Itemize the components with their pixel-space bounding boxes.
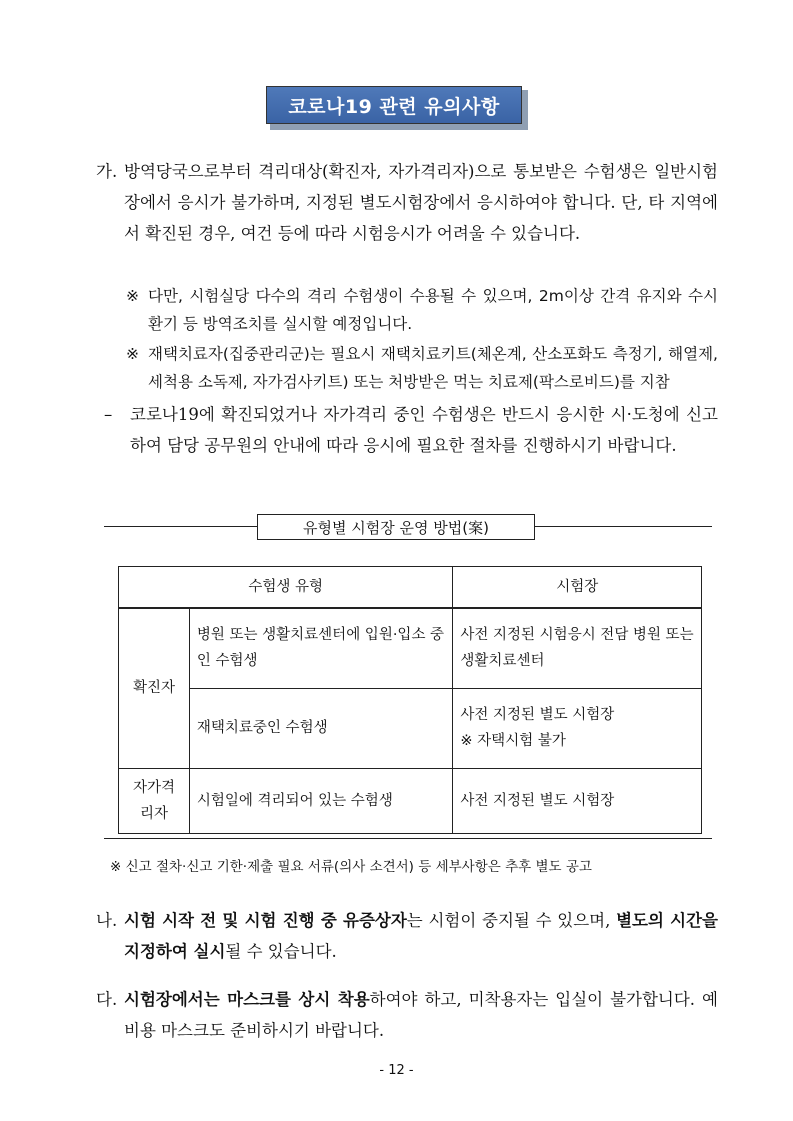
note-home-treatment xyxy=(126,340,718,396)
item-da xyxy=(96,984,718,1048)
table-bottom-rule xyxy=(104,838,712,839)
note-home-treatment-text: 재택치료자(집중관리군)는 필요시 재택치료키트(체온계, 산소포화도 측정기, 해열제, 세척용 소독제, 자가검사키트) 또는 처방받은 먹는 치료제(팍스로비드)를 지참 xyxy=(148,345,718,391)
table-header-row xyxy=(119,567,702,609)
item-ga-label: 가. xyxy=(96,162,118,181)
header-type: 수험생 유형 xyxy=(119,567,453,609)
page-number: - 12 - xyxy=(379,1063,414,1078)
header-site: 시험장 xyxy=(453,567,702,609)
item-na-text xyxy=(124,905,718,967)
title-banner xyxy=(266,86,526,128)
item-da-label: 다. xyxy=(96,990,118,1009)
footnote: ※ 신고 절차·신고 기한·제출 필요 서류(의사 소견서) 등 세부사항은 추후 별도 공고 xyxy=(110,859,592,875)
item-na-label: 나. xyxy=(96,911,118,930)
dash-mark: – xyxy=(104,405,113,424)
item-da-text1: 하여야 하고, 미착용자는 입실이 불가합니다. 예비용 마스크도 준비하시기 바랍니다. xyxy=(124,990,718,1040)
row2-site xyxy=(453,688,702,768)
item-ga-text: 방역당국으로부터 격리대상(확진자, 자가격리자)으로 통보받은 수험생은 일반시험장에서 응시가 불가하며, 지정된 별도시험장에서 응시하여야 합니다. 단, 타 지역에서 확진된 경우, 여건 등에 따라 시험응시가 어려울 수 있습니다. xyxy=(124,162,718,243)
note-mark: ※ xyxy=(126,345,139,363)
section-rule-left xyxy=(104,526,257,527)
dash-item-text: 코로나19에 확진되었거나 자가격리 중인 수험생은 반드시 응시한 시·도청에 신고하여 담당 공무원의 안내에 따라 응시에 필요한 절차를 진행하시기 바랍니다. xyxy=(130,405,718,455)
item-da-text xyxy=(124,984,718,1046)
table-row xyxy=(119,688,702,768)
row2-site-line1: 사전 지정된 별도 시험장 xyxy=(460,707,615,723)
section-title: 유형별 시험장 운영 방법(案) xyxy=(257,514,535,540)
row2-type: 재택치료중인 수험생 xyxy=(189,688,453,768)
page-title: 코로나19 관련 유의사항 xyxy=(266,86,522,124)
row2-site-line2: ※ 자택시험 불가 xyxy=(460,733,566,749)
table-row xyxy=(119,608,702,688)
note-distancing xyxy=(126,282,718,338)
item-na-text2: 될 수 있습니다. xyxy=(225,942,337,961)
item-na-bold2: 별도의 시간을 지정하여 실시 xyxy=(124,911,718,961)
item-na-bold1: 시험 시작 전 및 시험 진행 중 유증상자 xyxy=(124,911,407,930)
row3-site: 사전 지정된 별도 시험장 xyxy=(453,768,702,833)
dash-item-report xyxy=(104,399,718,492)
note-distancing-text: 다만, 시험실당 다수의 격리 수험생이 수용될 수 있으며, 2m이상 간격 유지와 수시 환기 등 방역조치를 실시할 예정입니다. xyxy=(148,287,718,333)
table-row xyxy=(119,768,702,833)
note-mark: ※ xyxy=(126,287,139,305)
group-isolated: 자가격리자 xyxy=(119,768,190,833)
row1-type: 병원 또는 생활치료센터에 입원·입소 중인 수험생 xyxy=(189,608,453,688)
item-ga xyxy=(96,156,718,280)
exam-site-table xyxy=(118,566,702,834)
item-da-bold1: 시험장에서는 마스크를 상시 착용 xyxy=(124,990,370,1009)
section-rule-right xyxy=(535,526,712,527)
item-na xyxy=(96,905,718,969)
item-na-text1: 는 시험이 중지될 수 있으며, xyxy=(406,911,611,930)
group-confirmed: 확진자 xyxy=(119,608,190,768)
row3-type: 시험일에 격리되어 있는 수험생 xyxy=(189,768,453,833)
row1-site: 사전 지정된 시험응시 전담 병원 또는 생활치료센터 xyxy=(453,608,702,688)
